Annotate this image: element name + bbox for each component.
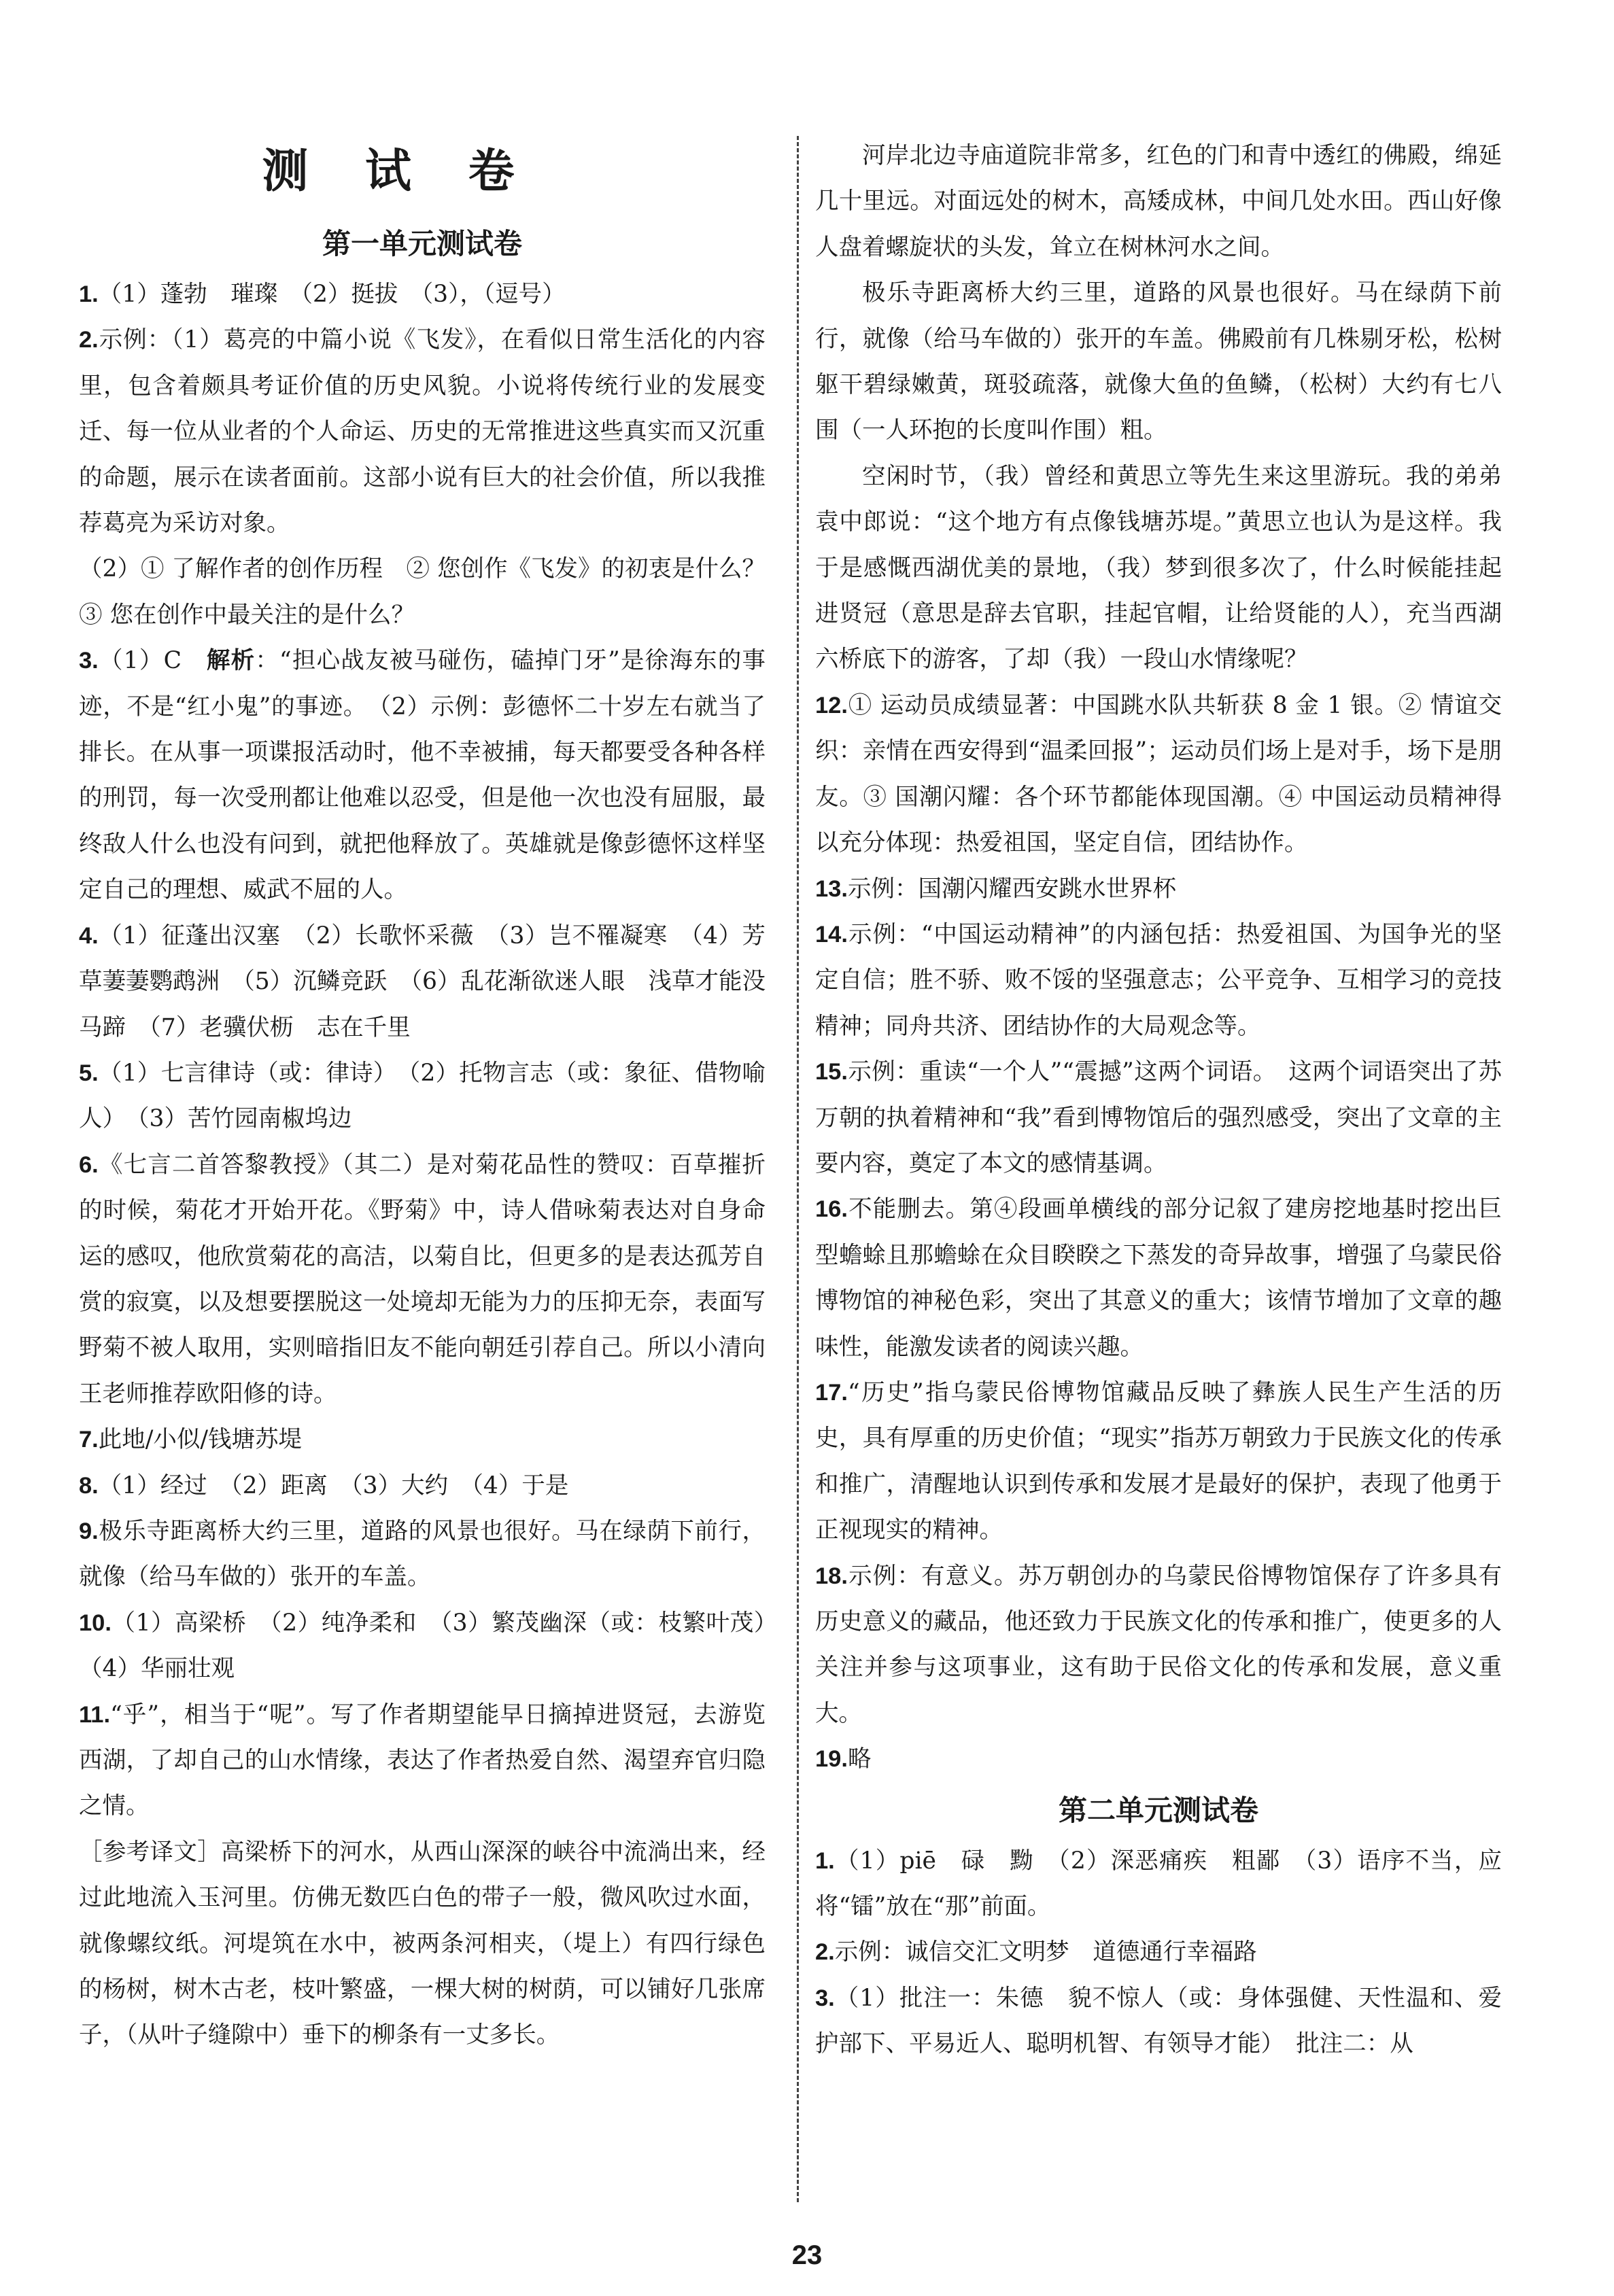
answer-5: 5.（1）七言律诗（或：律诗） （2）托物言志（或：象征、借物喻人） （3）苦竹园南椒坞边: [79, 1059, 766, 1133]
answer-7: 7.此地/小似/钱塘苏堤: [79, 1426, 303, 1454]
answer-14: 14.示例：“中国运动精神”的内涵包括：热爱祖国、为国争光的坚定自信；胜不骄、败不馁的坚强意志；公平竞争、互相学习的竞技精神；同舟共济、团结协作的大局观念等。: [815, 920, 1502, 1040]
answer-17: 17.“历史”指乌蒙民俗博物馆藏品反映了彝族人民生产生活的历史，具有厚重的历史价值；“现实”指苏万朝致力于民族文化的传承和推广，清醒地认识到传承和发展才是最好的保护，表现了他勇于正视现实的精神。: [815, 1378, 1502, 1544]
page-title: 测 试 卷: [262, 145, 535, 198]
translation-paragraph-2: 极乐寺距离桥大约三里，道路的风景也很好。马在绿荫下前行，就像（给马车做的）张开的车盖。佛殿前有几株剔牙松，松树躯干碧绿嫩黄，斑驳疏落，就像大鱼的鱼鳞，（松树）大约有七八围（一人环抱的长度叫作围）粗。: [815, 279, 1502, 445]
left-column: [79, 216, 789, 2059]
unit2-answer-1: 1.（1）piē 碌 黝 （2）深恶痛疾 粗鄙 （3）语序不当，应将“镭”放在“那”前面。: [815, 1847, 1502, 1921]
answer-3: 3.（1）C 解析：“担心战友被马碰伤，磕掉门牙”是徐海东的事迹，不是“红小鬼”的事迹。 （2）示例：彭德怀二十岁左右就当了排长。在从事一项谍报活动时，他不幸被捕，每天都要受各种各样的刑罚，每一次受刑都让他难以忍受，但是他一次也没有屈服，最终敌人什么也没有问到，就把他释放了。英雄就是像彭德怀这样坚定自己的理想、威武不屈的人。: [79, 647, 766, 904]
answer-16: 16.不能删去。第④段画单横线的部分记叙了建房挖地基时挖出巨型蟾蜍且那蟾蜍在众目睽睽之下蒸发的奇异故事，增强了乌蒙民俗博物馆的神秘色彩，突出了其意义的重大；该情节增加了文章的趣味性，能激发读者的阅读兴趣。: [815, 1196, 1502, 1361]
answer-13: 13.示例：国潮闪耀西安跳水世界杯: [815, 875, 1176, 903]
answer-11: 11.“乎”，相当于“呢”。写了作者期望能早日摘掉进贤冠，去游览西湖，了却自己的山水情缘，表达了作者热爱自然、渴望弃官归隐之情。: [79, 1701, 766, 1820]
unit2-answer-3: 3.（1）批注一：朱德 貌不惊人（或：身体强健、天性温和、爱护部下、平易近人、聪明机智、有领导才能） 批注二：从: [815, 1984, 1502, 2058]
answer-2-part2: （2）① 了解作者的创作历程 ② 您创作《飞发》的初衷是什么？ ③ 您在创作中最关注的是什么？: [79, 555, 789, 629]
answer-8: 8.（1）经过 （2）距离 （3）大约 （4）于是: [79, 1472, 569, 1499]
answer-1: 1.（1）蓬勃 璀璨 （2）挺拔 （3），（逗号）: [79, 281, 566, 308]
answer-12: 12.① 运动员成绩显著：中国跳水队共斩获 8 金 1 银。② 情谊交织：亲情在西安得到“温柔回报”；运动员们场上是对手，场下是朋友。③ 国潮闪耀：各个环节都能体现国潮。④ 中国运动员精神得以充分体现：热爱祖国，坚定自信，团结协作。: [815, 691, 1502, 857]
unit2-heading: 第二单元测试卷: [1058, 1793, 1258, 1827]
answer-6: 6.《七言二首答黎教授》（其二）是对菊花品性的赞叹：百草摧折的时候，菊花才开始开花。《野菊》中，诗人借咏菊表达对自身命运的感叹，他欣赏菊花的高洁，以菊自比，但更多的是表达孤芳自赏的寂寞，以及想要摆脱这一处境却无能为力的压抑无奈，表面写野菊不被人取用，实则暗指旧友不能向朝廷引荐自己。所以小清向王老师推荐欧阳修的诗。: [79, 1151, 766, 1408]
translation-paragraph-3: 空闲时节，（我）曾经和黄思立等先生来这里游玩。我的弟弟袁中郎说：“这个地方有点像钱塘苏堤。”黄思立也认为是这样。我于是感慨西湖优美的景地，（我）梦到很多次了，什么时候能挂起进贤冠（意思是辞去官职，挂起官帽，让给贤能的人），充当西湖六桥底下的游客，了却（我）一段山水情缘呢？: [815, 462, 1502, 674]
answer-10: 10.（1）高梁桥 （2）纯净柔和 （3）繁茂幽深（或：枝繁叶茂） （4）华丽壮观: [79, 1609, 789, 1683]
answer-2: 2.示例：（1）葛亮的中篇小说《飞发》，在看似日常生活化的内容里，包含着颇具考证价值的历史风貌。小说将传统行业的发展变迁、每一位从业者的个人命运、历史的无常推进这些真实而又沉重的命题，展示在读者面前。这部小说有巨大的社会价值，所以我推荐葛亮为采访对象。: [79, 326, 766, 538]
page-number: 23: [791, 2240, 823, 2270]
reference-label: ［参考译文］: [79, 1838, 222, 1866]
column-divider: [797, 136, 799, 2202]
reference-translation: ［参考译文］高梁桥下的河水，从西山深深的峡谷中流淌出来，经过此地流入玉河里。仿佛无数匹白色的带子一般，微风吹过水面，就像螺纹纸。河堤筑在水中，被两条河相夹，（堤上）有四行绿色的杨树，树木古老，枝叶繁盛，一棵大树的树荫，可以铺好几张席子，（从叶子缝隙中）垂下的柳条有一丈多长。: [79, 1838, 766, 2049]
unit2-answer-2: 2.示例：诚信交汇文明梦 道德通行幸福路: [815, 1938, 1257, 1966]
answer-15: 15.示例：重读“一个人”“震撼”这两个词语。 这两个词语突出了苏万朝的执着精神和“我”看到博物馆后的强烈感受，突出了文章的主要内容，奠定了本文的感情基调。: [815, 1058, 1502, 1177]
unit1-heading: 第一单元测试卷: [322, 227, 522, 260]
answer-4: 4.（1）征蓬出汉塞 （2）长歌怀采薇 （3）岂不罹凝寒 （4）芳草萋萋鹦鹉洲 （5）沉鳞竞跃 （6）乱花渐欲迷人眼 浅草才能没马蹄 （7）老骥伏枥 志在千里: [79, 922, 766, 1041]
right-column: [815, 133, 1502, 2068]
answer-19: 19.略: [815, 1745, 872, 1773]
analysis-label: 解析: [206, 647, 256, 675]
translation-paragraph-1: 河岸北边寺庙道院非常多，红色的门和青中透红的佛殿，绵延几十里远。对面远处的树木，高矮成林，中间几处水田。西山好像人盘着螺旋状的头发，耸立在树林河水之间。: [815, 142, 1502, 261]
answer-9: 9.极乐寺距离桥大约三里，道路的风景也很好。马在绿荫下前行，就像（给马车做的）张开的车盖。: [79, 1517, 766, 1591]
answer-18: 18.示例：有意义。苏万朝创办的乌蒙民俗博物馆保存了许多具有历史意义的藏品，他还致力于民族文化的传承和推广，使更多的人关注并参与这项事业，这有助于民俗文化的传承和发展，意义重大。: [815, 1562, 1502, 1727]
